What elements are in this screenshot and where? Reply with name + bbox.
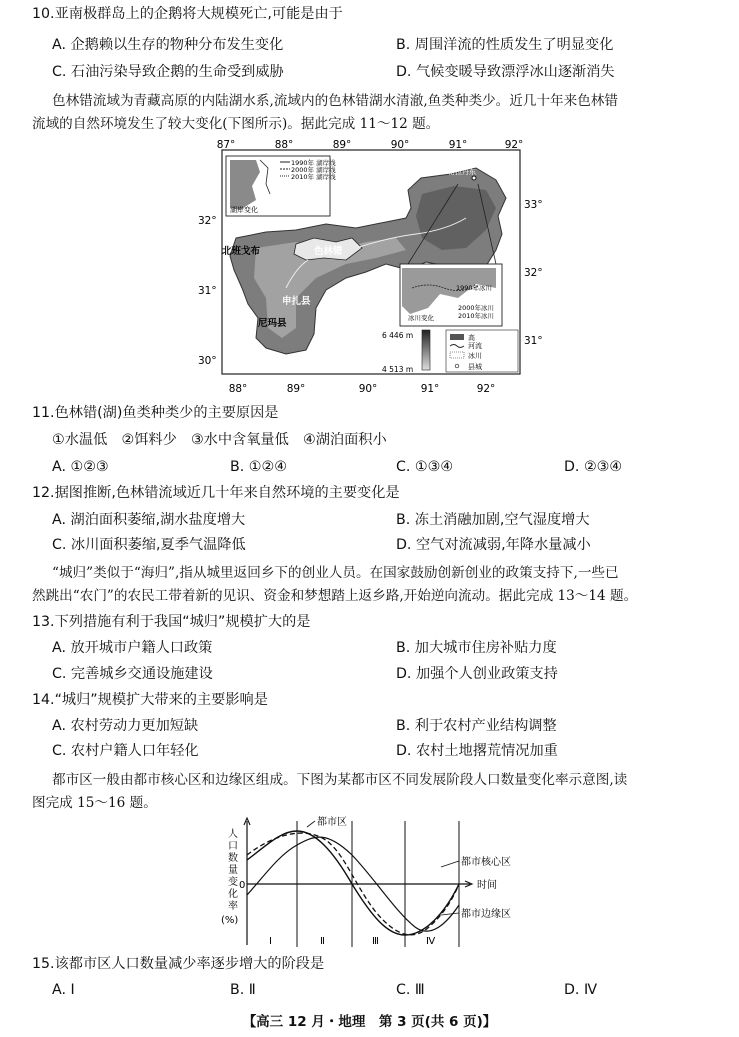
intro-11-line1: 色林错流域为青藏高原的内陆湖水系,流域内的色林错湖水清澈,鱼类种类少。近几十年来色林错 — [52, 93, 618, 109]
page-footer: 【高三 12 月・地理 第 3 页(共 6 页)】 — [242, 1014, 497, 1030]
stage-2: Ⅱ — [320, 936, 325, 947]
lon-top-92: 92° — [504, 139, 524, 151]
lat-right-33: 33° — [524, 199, 543, 211]
q13-option-d: D. 加强个人创业政策支持 — [396, 666, 558, 682]
curve-metro-area — [247, 831, 459, 935]
selin-co-basin-map — [196, 138, 546, 400]
lon-top-91: 91° — [448, 139, 468, 151]
q11-option-c: C. ①③④ — [396, 459, 454, 475]
q15-stem: 15.该都市区人口数量减少率逐步增大的阶段是 — [32, 956, 325, 972]
label-geladandong: 格拉丹东 — [448, 168, 476, 176]
lon-top-88: 88° — [274, 139, 294, 151]
q13-option-a: A. 放开城市户籍人口政策 — [52, 640, 213, 656]
label-nima: 尼玛县 — [258, 318, 287, 329]
q12-stem: 12.据图推断,色林错流域近几十年来自然环境的主要变化是 — [32, 485, 400, 501]
q10-option-d: D. 气候变暖导致漂浮冰山逐渐消失 — [396, 64, 615, 80]
q15-option-c: C. Ⅲ — [396, 982, 425, 998]
q11-items: ①水温低 ②饵料少 ③水中含氧量低 ④湖泊面积小 — [52, 432, 387, 448]
lon-bottom-88: 88° — [228, 383, 248, 395]
q15-option-a: A. Ⅰ — [52, 982, 75, 998]
elevation-scale-bar — [422, 330, 430, 370]
lat-right-31: 31° — [524, 335, 543, 347]
stage-4: Ⅳ — [426, 936, 436, 947]
intro-15-line1: 都市区一般由都市核心区和边缘区组成。下图为某都市区不同发展阶段人口数量变化率示意图,读 — [52, 772, 628, 788]
inset-right-legend-2010: 2010年冰川 — [458, 312, 495, 320]
lon-bottom-92: 92° — [476, 383, 496, 395]
q14-option-a: A. 农村劳动力更加短缺 — [52, 718, 199, 734]
inset-left-label: 湖岸变化 — [230, 206, 258, 214]
lon-bottom-91: 91° — [420, 383, 440, 395]
county-town-marker — [472, 176, 476, 180]
q10-option-a: A. 企鹅赖以生存的物种分布发生变化 — [52, 37, 284, 53]
q13-option-c: C. 完善城乡交通设施建设 — [52, 666, 213, 682]
q15-option-b: B. Ⅱ — [230, 982, 256, 998]
q12-option-d: D. 空气对流减弱,年降水量减小 — [396, 537, 591, 553]
inset-right-legend-1990: 1990年冰川 — [456, 284, 493, 292]
q12-option-c: C. 冰川面积萎缩,夏季气温降低 — [52, 537, 246, 553]
q11-option-d: D. ②③④ — [564, 459, 623, 475]
q10-option-b: B. 周围洋流的性质发生了明显变化 — [396, 37, 614, 53]
inset-right-label: 冰川变化 — [408, 314, 434, 322]
series-metro-label: 都市区 — [317, 817, 347, 828]
x-axis-label: 时间 — [477, 880, 497, 891]
origin-label: 0 — [239, 880, 246, 891]
q14-stem: 14.“城归”规模扩大带来的主要影响是 — [32, 692, 268, 708]
inset-left-legend-2010: 2010年 湖岸线 — [291, 173, 336, 181]
q13-stem: 13.下列措施有利于我国“城归”规模扩大的是 — [32, 614, 311, 630]
lat-left-31: 31° — [198, 285, 217, 297]
q11-stem: 11.色林错(湖)鱼类种类少的主要原因是 — [32, 405, 279, 421]
label-selin: 色林错 — [314, 246, 343, 257]
stage-1: Ⅰ — [269, 936, 272, 947]
legend-high: 高 — [468, 334, 475, 342]
series-core-label: 都市核心区 — [461, 857, 511, 868]
q14-option-d: D. 农村土地撂荒情况加重 — [396, 743, 558, 759]
elev-high: 6 446 m — [382, 331, 414, 340]
q12-option-b: B. 冻土消融加剧,空气湿度增大 — [396, 512, 590, 528]
q10-stem: 10.亚南极群岛上的企鹅将大规模死亡,可能是由于 — [32, 6, 343, 22]
label-shenzha: 申扎县 — [282, 296, 311, 307]
intro-11-line2: 流域的自然环境发生了较大变化(下图所示)。据此完成 11～12 题。 — [32, 116, 440, 132]
lon-bottom-90: 90° — [358, 383, 378, 395]
inset-left-legend-2000: 2000年 湖岸线 — [291, 166, 336, 174]
lon-top-87: 87° — [216, 139, 236, 151]
stage-3: Ⅲ — [372, 936, 379, 947]
legend-glacier: 冰川 — [468, 352, 482, 360]
lon-bottom-89: 89° — [286, 383, 306, 395]
legend-river: 河流 — [468, 342, 482, 350]
q12-option-a: A. 湖泊面积萎缩,湖水盐度增大 — [52, 512, 246, 528]
lon-top-89: 89° — [332, 139, 352, 151]
series-edge-label: 都市边缘区 — [461, 909, 511, 920]
q10-option-c: C. 石油污染导致企鹅的生命受到威胁 — [52, 64, 284, 80]
q14-option-b: B. 利于农村产业结构调整 — [396, 718, 557, 734]
intro-13-line1: “城归”类似于“海归”,指从城里返回乡下的创业人员。在国家鼓励创新创业的政策支持下,一些已 — [52, 565, 619, 581]
elev-low: 4 513 m — [382, 365, 414, 374]
q15-option-d: D. Ⅳ — [564, 982, 598, 998]
population-change-graph — [215, 815, 530, 951]
q11-option-b: B. ①②④ — [230, 459, 287, 475]
lat-right-32: 32° — [524, 267, 543, 279]
q11-option-a: A. ①②③ — [52, 459, 109, 475]
y-axis-label — [221, 827, 238, 926]
y-axis-label-line: 人口数量变化率(%) — [221, 829, 239, 926]
inset-left-legend-1990: 1990年 湖岸线 — [291, 159, 336, 167]
lon-top-90: 90° — [390, 139, 410, 151]
lat-left-32: 32° — [198, 215, 217, 227]
inset-right-legend-2000: 2000年冰川 — [458, 304, 495, 312]
q14-option-c: C. 农村户籍人口年轻化 — [52, 743, 199, 759]
q13-option-b: B. 加大城市住房补贴力度 — [396, 640, 557, 656]
lat-left-30: 30° — [198, 355, 217, 367]
legend-county: 县城 — [468, 363, 482, 371]
intro-13-line2: 然跳出“农门”的农民工带着新的见识、资金和梦想踏上返乡路,开始逆向流动。据此完成 13～14 题。 — [32, 588, 638, 604]
label-bange: 北班戈布 — [222, 246, 261, 257]
intro-15-line2: 图完成 15～16 题。 — [32, 795, 157, 811]
